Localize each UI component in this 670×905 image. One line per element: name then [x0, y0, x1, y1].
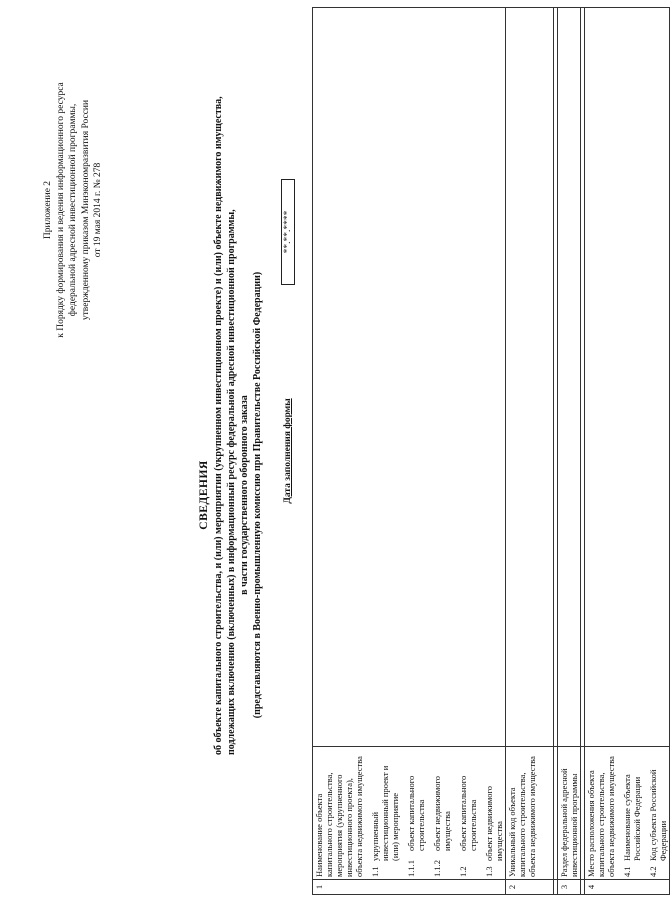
sub-item-number: 4.1: [622, 866, 632, 877]
sub-item-label: укрупненный инвестиционный проект и (или) мероприятие: [370, 765, 400, 861]
table-row: [313, 8, 506, 895]
sub-item: [458, 749, 478, 877]
title-line: в части государственного оборонного заказа: [239, 395, 250, 595]
sub-item-number: 1.2: [458, 866, 468, 877]
sub-item-number: 1.1.1: [406, 860, 416, 877]
sub-item-label: объект капитального строительства: [458, 775, 478, 851]
sub-item-label: объект недвижимого имущества: [484, 785, 504, 861]
row-label-cell: [585, 747, 670, 880]
sub-item: [484, 749, 504, 877]
row-label: Наименование объекта капитального строительства, мероприятия (укрупненного инвестиционного проекта), объекта недвижимого имущества: [314, 756, 364, 877]
value-cell[interactable]: [506, 8, 554, 747]
sub-item-label: объект капитального строительства: [406, 775, 426, 851]
sub-item: [370, 749, 400, 877]
sub-item-label: объект недвижимого имущества: [432, 775, 452, 851]
value-cell[interactable]: [313, 8, 506, 747]
row-number: 4: [585, 880, 670, 895]
title-line: (представляются в Военно-промышленную комиссию при Правительстве Российской Федерации): [252, 271, 263, 719]
row-label: Уникальный код объекта капитального строительства, объекта недвижимого имущества: [506, 747, 554, 880]
sub-item-label: Код субъекта Российской Федерации: [648, 769, 668, 861]
sub-item: [622, 749, 642, 877]
sub-item-number: 1.3: [484, 866, 494, 877]
sub-item-label: Наименование субъекта Российской Федерации: [622, 774, 642, 861]
row-label: Место расположения объекта капитального строительства, объекта недвижимого имущества: [586, 756, 616, 877]
title-line: об объекте капитального строительства, и (или) мероприятии (укрупненном инвестиционном проекте) и (или) объекте недвижимого имущества,: [213, 96, 224, 755]
date-filled-row: [281, 179, 295, 617]
appendix-header: [42, 60, 105, 360]
appendix-line: от 19 мая 2014 г. № 278: [93, 162, 103, 258]
row-number: 3: [558, 880, 581, 895]
row-label-cell: [313, 747, 506, 880]
row-number: 2: [506, 880, 554, 895]
table-row: [585, 8, 670, 895]
row-label: Раздел федеральной адресной инвестиционной программы: [558, 747, 581, 880]
table-row: [506, 8, 554, 895]
date-filled-label: Дата заполнения формы: [283, 398, 293, 504]
sub-item-number: 1.1.2: [432, 860, 442, 877]
sub-item-number: 4.2: [648, 866, 658, 877]
form-table: [312, 7, 670, 895]
appendix-line: к Порядку формирования и ведения информационного ресурса: [55, 82, 66, 338]
row-number: 1: [313, 880, 506, 895]
sub-item-number: 1.1: [370, 866, 380, 877]
table-row: [558, 8, 581, 895]
appendix-line: федеральной адресной инвестиционной программы,: [68, 103, 78, 317]
sub-item: [432, 749, 452, 877]
sub-item: [406, 749, 426, 877]
appendix-line: утвержденному приказом Минэкономразвития России: [80, 99, 91, 321]
document-title-block: [198, 96, 264, 755]
date-filled-field[interactable]: **.**.****: [281, 179, 295, 285]
appendix-line: Приложение 2: [43, 180, 53, 240]
document-title: СВЕДЕНИЯ: [198, 460, 210, 530]
sub-item: [648, 749, 668, 877]
value-cell[interactable]: [558, 8, 581, 747]
title-line: подлежащих включению (включенных) в информационный ресурс федеральной адресной инвестиционной программы,: [226, 209, 237, 755]
value-cell[interactable]: [585, 8, 670, 747]
